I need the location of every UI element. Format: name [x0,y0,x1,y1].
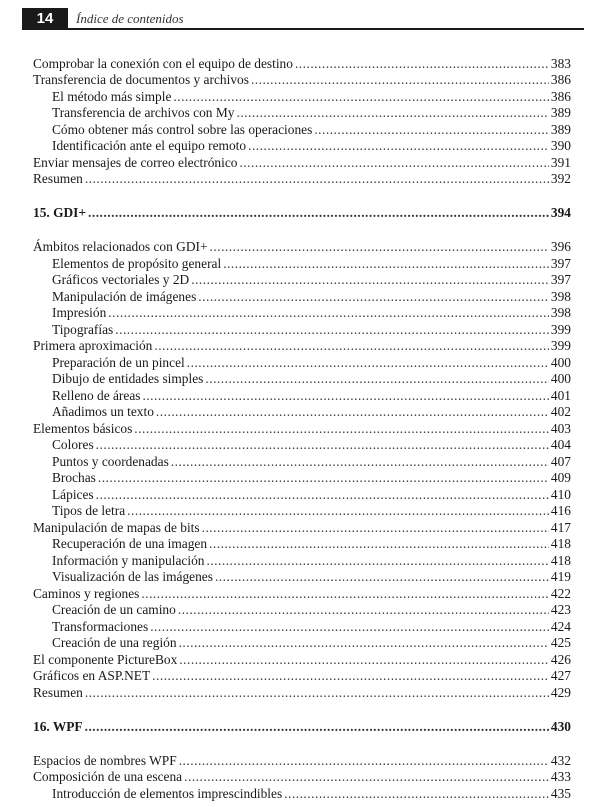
entry-page: 417 [550,519,571,535]
entry-page: 410 [550,486,571,502]
entry-title: Manipulación de imágenes [52,288,197,304]
toc-subentry[interactable] [33,404,571,421]
toc-subentry[interactable] [33,288,571,305]
section-gap [33,735,571,753]
page-number: 14 [22,8,68,30]
entry-title: Recuperación de una imagen [52,536,208,551]
entry-title: Lápices [52,486,94,502]
dot-leader [236,105,548,121]
entry-title: El componente PictureBox [33,651,178,667]
dot-leader [171,454,549,470]
entry-title: Gráficos vectoriales y 2D [52,272,190,287]
entry-title: Visualización de las imágenes [52,569,213,584]
dot-leader [187,355,549,371]
header-rule [68,28,584,30]
table-of-contents [33,55,571,802]
entry-title: Preparación de un pincel [52,354,185,370]
toc-entry[interactable] [33,154,571,171]
toc-entry[interactable] [33,338,571,355]
dot-leader [223,256,549,272]
toc-subentry[interactable] [33,371,571,388]
entry-page: 416 [550,503,571,518]
dot-leader [198,289,549,305]
entry-title: Enviar mensajes de correo electrónico [33,154,238,170]
toc-section-chapter-14-end [33,55,571,187]
entry-page: 432 [550,752,571,768]
entry-page: 403 [550,420,571,436]
toc-subentry[interactable] [33,618,571,635]
toc-subentry[interactable] [33,105,571,122]
entry-page: 423 [550,602,571,617]
entry-title: Tipografías [52,321,114,337]
toc-section-chapter-15 [33,239,571,701]
dot-leader [210,239,549,255]
dot-leader [156,404,549,420]
dot-leader [142,388,548,404]
entry-title: Colores [52,437,94,452]
section-gap [33,701,571,719]
dot-leader [88,205,549,221]
toc-subentry[interactable] [33,503,571,520]
entry-page: 389 [550,121,571,137]
dot-leader [205,371,549,387]
entry-page: 391 [550,154,571,170]
toc-entry[interactable] [33,171,571,188]
entry-page: 399 [550,338,571,353]
toc-subentry[interactable] [33,354,571,371]
entry-title: Manipulación de mapas de bits [33,519,200,535]
toc-subentry[interactable] [33,486,571,503]
toc-subentry[interactable] [33,602,571,619]
toc-subentry[interactable] [33,536,571,553]
dot-leader [152,668,549,684]
chapter-title: 16. WPF [33,718,83,734]
toc-subentry[interactable] [33,138,571,155]
toc-subentry[interactable] [33,785,571,802]
section-gap [33,221,571,239]
toc-subentry[interactable] [33,321,571,338]
entry-page: 400 [550,371,571,386]
entry-page: 424 [550,618,571,634]
entry-title: Identificación ante el equipo remoto [52,138,247,153]
chapter-heading-15[interactable] [33,205,571,222]
toc-entry[interactable] [33,684,571,701]
toc-entry[interactable] [33,769,571,786]
dot-leader [96,487,549,503]
toc-subentry[interactable] [33,453,571,470]
dot-leader [98,470,549,486]
entry-page: 419 [550,569,571,584]
toc-subentry[interactable] [33,552,571,569]
entry-page: 418 [550,536,571,551]
dot-leader [96,437,549,453]
toc-entry[interactable] [33,519,571,536]
entry-title: Impresión [52,305,107,320]
entry-title: Gráficos en ASP.NET [33,668,151,683]
chapter-title: 15. GDI+ [33,205,87,220]
section-gap [33,187,571,205]
dot-leader [202,520,549,536]
entry-page: 418 [550,552,571,568]
entry-title: Transferencia de documentos y archivos [33,72,249,87]
entry-title: Puntos y coordenadas [52,453,169,469]
entry-page: 433 [550,769,571,784]
entry-page: 429 [550,684,571,700]
entry-page: 392 [550,171,571,186]
running-title: Índice de contenidos [76,11,184,26]
entry-page: 397 [550,255,571,271]
dot-leader [215,569,549,585]
entry-page: 383 [550,55,571,71]
dot-leader [295,56,549,72]
toc-subentry[interactable] [33,635,571,652]
toc-entry[interactable] [33,55,571,72]
toc-subentry[interactable] [33,305,571,322]
toc-entry[interactable] [33,668,571,685]
entry-title: Espacios de nombres WPF [33,752,177,768]
dot-leader [179,652,549,668]
entry-title: Creación de una región [52,635,177,650]
chapter-page: 394 [550,205,571,220]
dot-leader [154,338,549,354]
entry-page: 399 [550,321,571,337]
entry-page: 409 [550,470,571,485]
entry-title: Resumen [33,684,83,700]
dot-leader [150,619,549,635]
entry-page: 427 [550,668,571,683]
chapter-page: 430 [550,718,571,734]
entry-page: 401 [550,387,571,403]
toc-subentry[interactable] [33,255,571,272]
entry-title: Caminos y regiones [33,585,140,601]
entry-page: 422 [550,585,571,601]
entry-page: 404 [550,437,571,452]
toc-subentry[interactable] [33,569,571,586]
entry-page: 396 [550,239,571,254]
entry-page: 426 [550,651,571,667]
dot-leader [85,171,549,187]
toc-subentry[interactable] [33,121,571,138]
dot-leader [251,72,549,88]
toc-entry[interactable] [33,585,571,602]
toc-entry[interactable] [33,239,571,256]
dot-leader [127,503,549,519]
entry-title: Primera aproximación [33,338,153,353]
entry-title: Composición de una escena [33,769,183,784]
entry-page: 386 [550,88,571,104]
dot-leader [173,89,549,105]
entry-title: Tipos de letra [52,503,126,518]
page-header [22,8,584,30]
toc-section-chapter-16 [33,752,571,802]
entry-page: 400 [550,354,571,370]
dot-leader [85,685,549,701]
entry-title: Transformaciones [52,618,149,634]
entry-title: Relleno de áreas [52,387,141,403]
entry-page: 407 [550,453,571,469]
toc-subentry[interactable] [33,470,571,487]
entry-title: Dibujo de entidades simples [52,371,204,386]
toc-subentry[interactable] [33,88,571,105]
toc-subentry[interactable] [33,387,571,404]
entry-title: Añadimos un texto [52,404,154,419]
entry-page: 389 [550,105,571,120]
entry-title: Cómo obtener más control sobre las operaciones [52,121,313,137]
toc-entry[interactable] [33,651,571,668]
dot-leader [206,553,548,569]
entry-page: 390 [550,138,571,153]
entry-title: Elementos de propósito general [52,255,222,271]
entry-title: Introducción de elementos imprescindibles [52,785,283,801]
dot-leader [179,753,549,769]
entry-page: 398 [550,288,571,304]
dot-leader [284,786,549,802]
entry-page: 386 [550,72,571,87]
dot-leader [108,305,549,321]
dot-leader [134,421,549,437]
entry-page: 425 [550,635,571,650]
toc-entry[interactable] [33,420,571,437]
dot-leader [191,272,549,288]
dot-leader [209,536,549,552]
entry-page: 398 [550,305,571,320]
entry-title: Brochas [52,470,96,485]
entry-page: 435 [550,785,571,801]
dot-leader [179,635,549,651]
dot-leader [314,122,549,138]
entry-title: Resumen [33,171,83,186]
dot-leader [248,138,549,154]
entry-title: Transferencia de archivos con My [52,105,235,120]
entry-title: Ámbitos relacionados con GDI+ [33,239,208,254]
entry-page: 397 [550,272,571,287]
dot-leader [115,322,549,338]
dot-leader [85,719,549,735]
toc-subentry[interactable] [33,272,571,289]
toc-entry[interactable] [33,752,571,769]
entry-title: Información y manipulación [52,552,205,568]
entry-title: Elementos básicos [33,420,133,436]
dot-leader [141,586,549,602]
entry-title: Comprobar la conexión con el equipo de destino [33,55,293,71]
dot-leader [178,602,549,618]
dot-leader [184,769,549,785]
entry-page: 402 [550,404,571,419]
entry-title: El método más simple [52,88,172,104]
entry-title: Creación de un camino [52,602,176,617]
toc-entry[interactable] [33,72,571,89]
toc-subentry[interactable] [33,437,571,454]
dot-leader [239,155,548,171]
chapter-heading-16[interactable] [33,718,571,735]
